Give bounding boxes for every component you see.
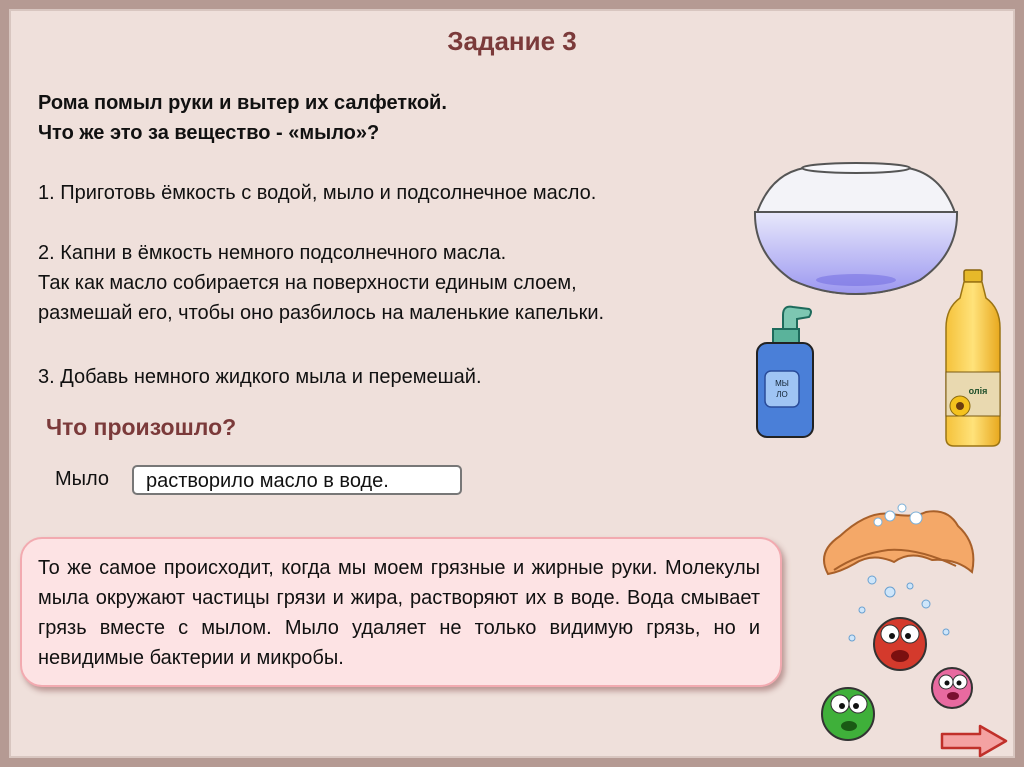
step-3: 3. Добавь немного жидкого мыла и перемешай. (38, 366, 482, 388)
question-heading: Что произошло? (46, 414, 237, 440)
oil-label: олія (968, 386, 988, 396)
soap-bottle-image (753, 297, 817, 441)
right-arrow-icon[interactable] (940, 724, 1008, 758)
step-2 (38, 238, 604, 328)
oil-bottle-image (942, 268, 1004, 450)
step-2-line-1: 2. Капни в ёмкость немного подсолнечного масла. (38, 242, 507, 264)
soap-label-line-1: МЫ (775, 379, 789, 388)
answer-field[interactable]: растворило масло в воде. (132, 465, 462, 495)
step-2-line-3: размешай его, чтобы оно разбилось на маленькие капельки. (38, 302, 605, 324)
step-2-line-2: Так как масло собирается на поверхности единым слоем, (38, 272, 577, 294)
answer-label: Мыло (55, 468, 110, 490)
step-1: 1. Приготовь ёмкость с водой, мыло и подсолнечное масло. (38, 182, 597, 204)
slide-title: Задание 3 (447, 26, 577, 56)
intro-line-1: Рома помыл руки и вытер их салфеткой. (38, 92, 447, 114)
soap-label-line-2: ЛО (776, 390, 788, 399)
intro-line-2: Что же это за вещество - «мыло»? (38, 122, 380, 144)
explanation-box: То же самое происходит, когда мы моем грязные и жирные руки. Молекулы мыла окружают частицы грязи и жира, растворяют их в воде. Вода смывает грязь вместе с мылом. Мыло удаляет не только видимую грязь, но и невидимые бактерии и микробы. (20, 537, 782, 687)
water-bowl-image (752, 162, 962, 298)
intro-text (38, 88, 447, 148)
washing-hands-image (806, 492, 982, 754)
